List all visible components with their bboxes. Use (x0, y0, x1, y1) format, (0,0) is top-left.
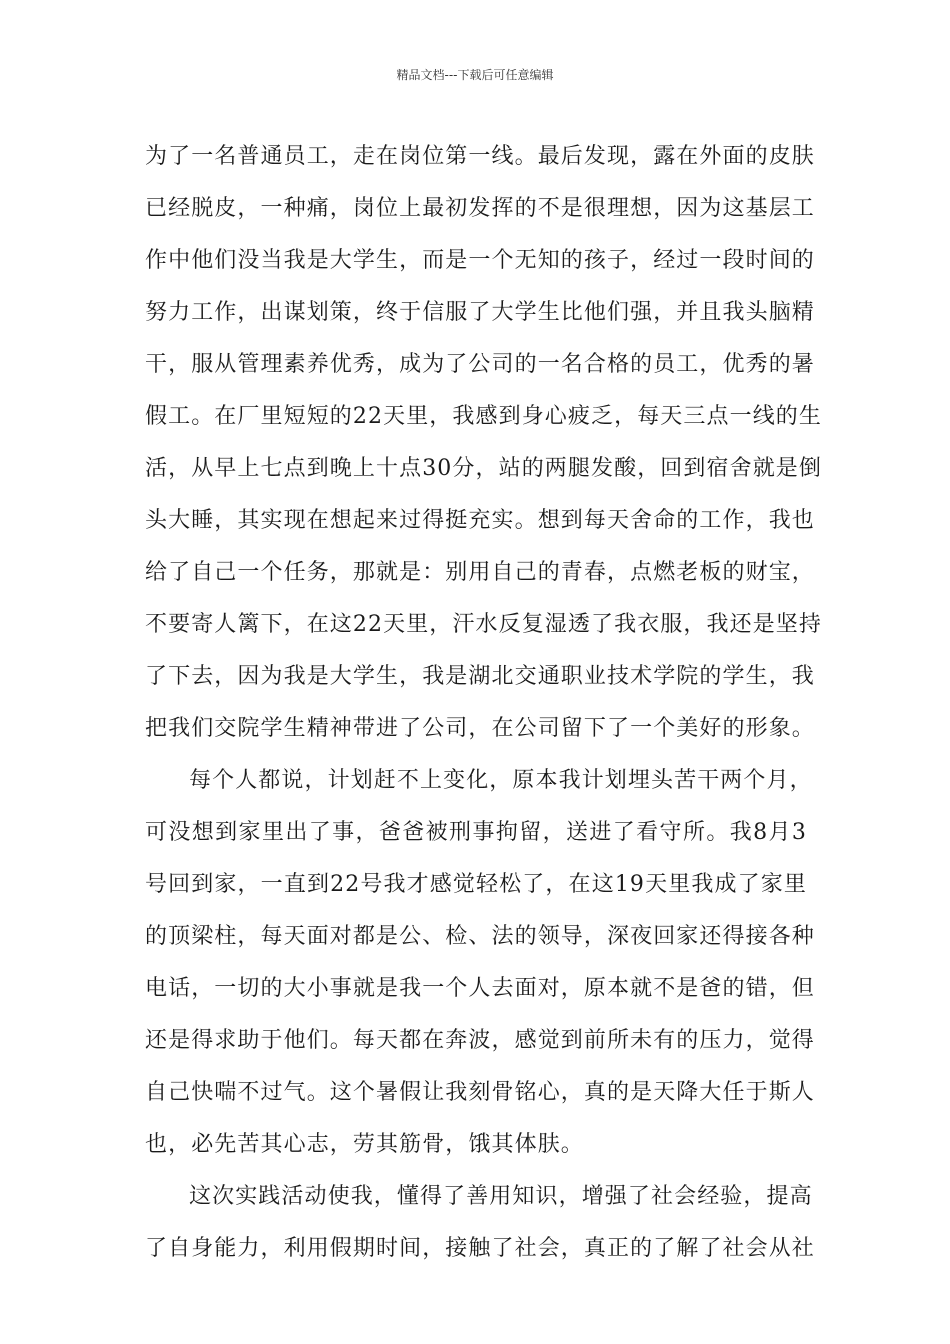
text-line: 每个人都说，计划赶不上变化，原本我计划埋头苦干两个月， (189, 768, 813, 793)
text-line: 电话，一切的大小事就是我一个人去面对，原本就不是爸的错，但 (145, 976, 815, 1001)
text-line: 给了自己一个任务，那就是：别用自己的青春，点燃老板的财宝， (145, 560, 815, 585)
text-line: 了自身能力，利用假期时间，接触了社会，真正的了解了社会从社 (145, 1236, 815, 1261)
text-line: 活，从早上七点到晚上十点30分，站的两腿发酸，回到宿舍就是倒 (145, 456, 822, 481)
text-line: 还是得求助于他们。每天都在奔波，感觉到前所未有的压力，觉得 (145, 1028, 815, 1053)
text-line: 已经脱皮，一种痛，岗位上最初发挥的不是很理想，因为这基层工 (145, 196, 815, 221)
document-body (145, 131, 822, 1275)
text-line: 努力工作，出谋划策，终于信服了大学生比他们强，并且我头脑精 (145, 300, 815, 325)
text-line: 头大睡，其实现在想起来过得挺充实。想到每天舍命的工作，我也 (145, 508, 815, 533)
text-line: 为了一名普通员工，走在岗位第一线。最后发现，露在外面的皮肤 (145, 144, 815, 169)
text-line: 这次实践活动使我，懂得了善用知识，增强了社会经验，提高 (189, 1184, 813, 1209)
text-line: 假工。在厂里短短的22天里，我感到身心疲乏，每天三点一线的生 (145, 404, 822, 429)
page-header: 精品文档---下载后可任意编辑 (396, 68, 554, 82)
text-line: 也，必先苦其心志，劳其筋骨，饿其体肤。 (145, 1132, 584, 1157)
text-line: 自己快喘不过气。这个暑假让我刻骨铭心，真的是天降大任于斯人 (145, 1080, 815, 1105)
text-line: 的顶梁柱，每天面对都是公、检、法的领导，深夜回家还得接各种 (145, 924, 815, 949)
text-line: 干，服从管理素养优秀，成为了公司的一名合格的员工，优秀的暑 (145, 352, 815, 377)
text-line: 不要寄人篱下，在这22天里，汗水反复湿透了我衣服，我还是坚持 (145, 612, 822, 637)
text-line: 把我们交院学生精神带进了公司，在公司留下了一个美好的形象。 (145, 716, 815, 741)
text-line: 号回到家，一直到22号我才感觉轻松了，在这19天里我成了家里 (145, 872, 807, 897)
text-line: 了下去，因为我是大学生，我是湖北交通职业技术学院的学生，我 (145, 664, 815, 689)
text-line: 作中他们没当我是大学生，而是一个无知的孩子，经过一段时间的 (145, 248, 815, 273)
text-line: 可没想到家里出了事，爸爸被刑事拘留，送进了看守所。我8月3 (145, 820, 807, 845)
